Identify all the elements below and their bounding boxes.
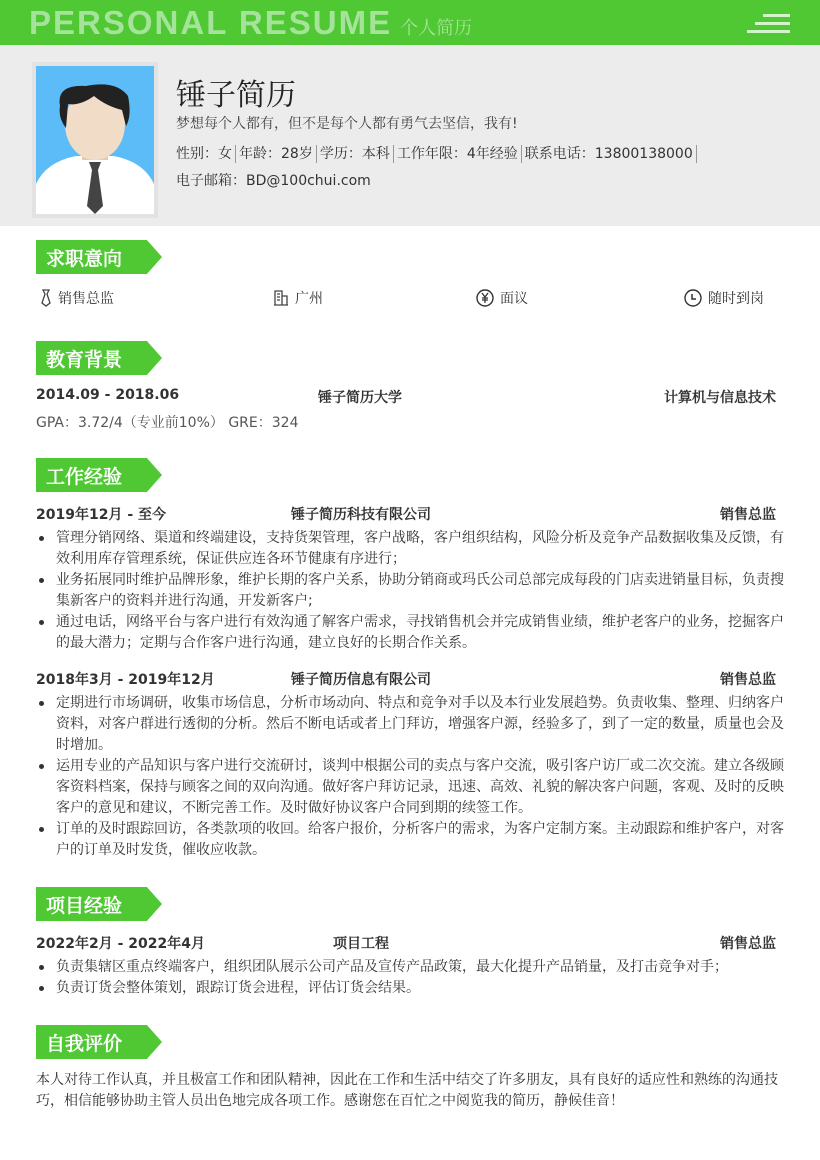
bullet-item: 管理分销网络、渠道和终端建设，支持货架管理，客户战略，客户组织结构，风险分析及竞争产品数据收集及反馈，有效利用库存管理系统，保证供应连各环节健康有序进行； <box>36 528 788 570</box>
intent-text: 随时到岗 <box>708 291 764 307</box>
bullet-item: 负责集辖区重点终端客户，组织团队展示公司产品及宣传产品政策，最大化提升产品销量，及打击竞争对手； <box>36 957 788 978</box>
self-evaluation: 本人对待工作认真，并且极富工作和团队精神，因此在工作和生活中结交了许多朋友，具有良好的适应性和熟练的沟通技巧，相信能够协助主管人员出色地完成各项工作。感谢您在百忙之中阅览我的简历，静候佳音！ <box>36 1072 778 1109</box>
motto: 梦想每个人都有，但不是每个人都有勇气去坚信，我有! <box>176 116 518 132</box>
yen-icon <box>476 289 494 307</box>
work-bullets <box>36 528 788 654</box>
project-role: 销售总监 <box>720 936 776 952</box>
job-intent <box>36 288 776 310</box>
intent-position <box>40 288 114 308</box>
work-period: 2019年12月 - 至今 <box>36 507 167 523</box>
bullet-item: 负责订货会整体策划，跟踪订货会进程，评估订货会结果。 <box>36 978 788 999</box>
top-banner <box>0 0 820 45</box>
info-education: 学历：本科 <box>317 145 394 163</box>
building-icon <box>273 290 289 306</box>
project-period: 2022年2月 - 2022年4月 <box>36 936 205 952</box>
edu-period: 2014.09 - 2018.06 <box>36 387 180 403</box>
work-period: 2018年3月 - 2019年12月 <box>36 672 215 688</box>
clock-icon <box>684 289 702 307</box>
section-title: 项目经验 <box>46 895 123 917</box>
menu-icon[interactable] <box>747 14 790 34</box>
intent-text: 广州 <box>295 291 323 307</box>
intent-availability <box>684 288 764 308</box>
info-experience: 工作年限：4年经验 <box>394 145 522 163</box>
section-header-education <box>36 341 162 375</box>
work-role: 销售总监 <box>720 672 776 688</box>
project-bullets <box>36 957 788 999</box>
title-en: PERSONAL RESUME <box>29 4 393 41</box>
work-company: 锤子简历信息有限公司 <box>291 672 431 688</box>
work-row <box>36 669 776 689</box>
intent-salary <box>476 288 528 308</box>
section-header-work <box>36 458 162 492</box>
bullet-item: 定期进行市场调研，收集市场信息，分析市场动向、特点和竞争对手以及本行业发展趋势。负责收集、整理、归纳客户资料，对客户群进行透彻的分析。然后不断电话或者上门拜访，增强客户源，经验多了，到了一定的数量，质量也会及时增加。 <box>36 693 788 756</box>
work-bullets <box>36 693 788 861</box>
info-gender: 性别：女 <box>176 145 236 163</box>
section-header-self <box>36 1025 162 1059</box>
bullet-item: 运用专业的产品知识与客户进行交流研讨，谈判中根据公司的卖点与客户交流，吸引客户访厂或二次交流。建立各级顾客资料档案，保持与顾客之间的双向沟通。做好客户拜访记录，迅速、高效、礼貌的解决客户问题，客观、及时的反映客户的意见和建议，不断完善工作。及时做好协议客户合同到期的续签工作。 <box>36 756 788 819</box>
section-header-intent <box>36 240 162 274</box>
work-company: 锤子简历科技有限公司 <box>291 507 431 523</box>
basic-info <box>176 145 697 163</box>
edu-major: 计算机与信息技术 <box>664 390 776 406</box>
section-title: 工作经验 <box>46 466 123 488</box>
project-name: 项目工程 <box>333 936 389 952</box>
section-title: 教育背景 <box>46 349 123 371</box>
education-row <box>36 387 776 407</box>
avatar <box>32 62 158 218</box>
edu-detail: GPA：3.72/4（专业前10%） GRE：324 <box>36 415 299 431</box>
section-header-project <box>36 887 162 921</box>
avatar-illustration-icon <box>36 66 154 214</box>
bullet-item: 业务拓展同时维护品牌形象，维护长期的客户关系，协助分销商或玛氏公司总部完成每段的门店卖进销量目标，负责搜集新客户的资料并进行沟通，开发新客户; <box>36 570 788 612</box>
intent-city <box>273 288 323 308</box>
work-row <box>36 504 776 524</box>
info-phone: 联系电话：13800138000 <box>522 145 697 163</box>
section-title: 求职意向 <box>46 248 123 270</box>
banner-title <box>29 0 472 45</box>
candidate-name: 锤子简历 <box>176 78 296 113</box>
info-age: 年龄：28岁 <box>236 145 317 163</box>
edu-school: 锤子简历大学 <box>318 390 402 406</box>
project-row <box>36 933 776 953</box>
bullet-item: 订单的及时跟踪回访，各类款项的收回。给客户报价，分析客户的需求，为客户定制方案。主动跟踪和维护客户，对客户的订单及时发货，催收应收款。 <box>36 819 788 861</box>
work-role: 销售总监 <box>720 507 776 523</box>
tie-icon <box>40 289 52 307</box>
title-cn: 个人简历 <box>400 18 473 39</box>
bullet-item: 通过电话，网络平台与客户进行有效沟通了解客户需求，寻找销售机会并完成销售业绩，维护老客户的业务，挖掘客户的最大潜力；定期与合作客户进行沟通，建立良好的长期合作关系。 <box>36 612 788 654</box>
info-email: 电子邮箱：BD@100chui.com <box>176 173 371 189</box>
intent-text: 面议 <box>500 291 528 307</box>
intent-text: 销售总监 <box>58 291 114 307</box>
section-title: 自我评价 <box>46 1033 123 1055</box>
